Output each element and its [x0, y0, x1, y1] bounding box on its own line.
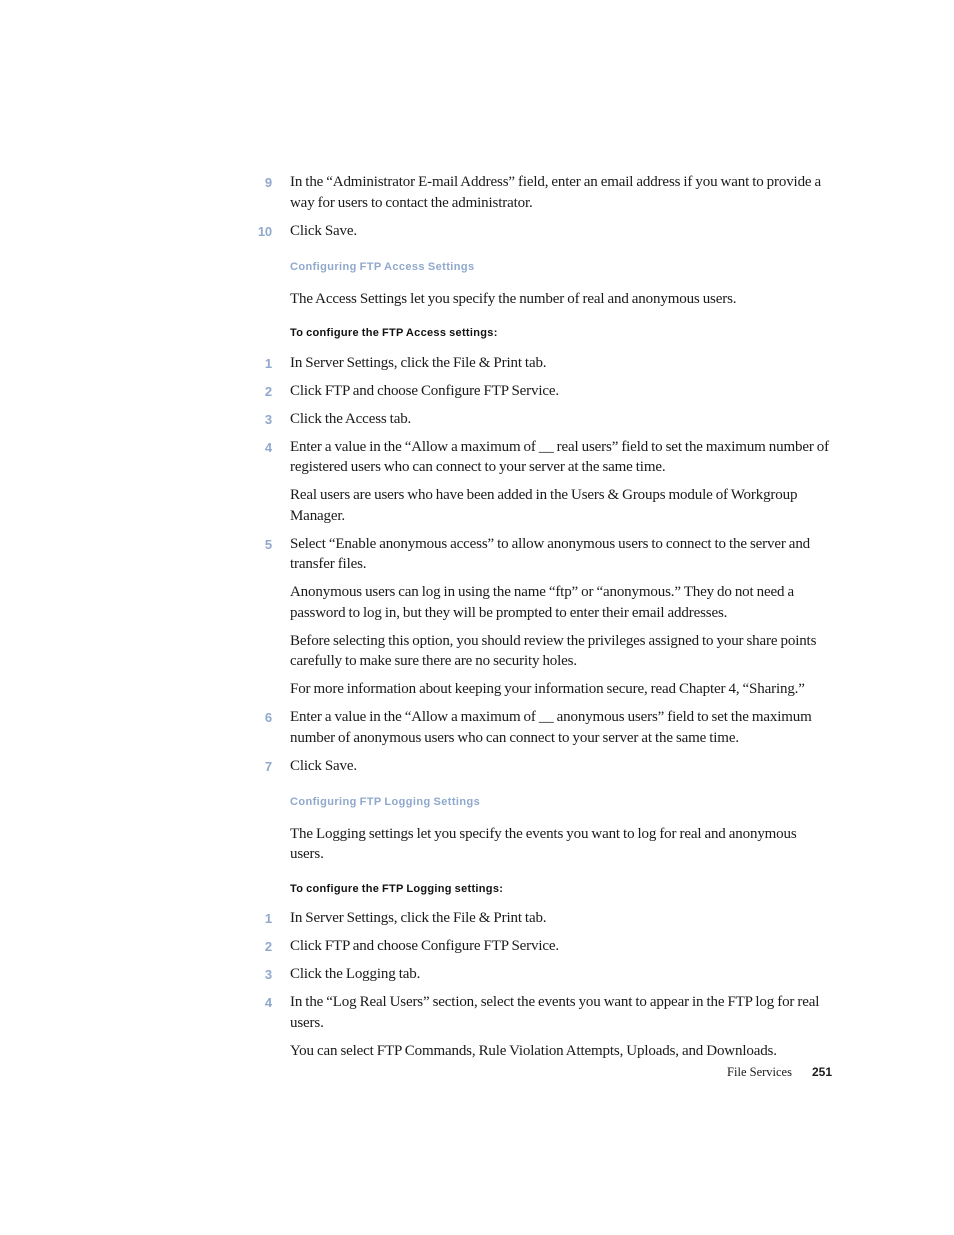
access-note-real-users: Real users are users who have been added in the Users & Groups module of Workgroup Manager. — [290, 487, 798, 524]
step-text: In the “Administrator E-mail Address” field, enter an email address if you want to provide a way for users to contact the administrator. — [290, 174, 822, 211]
step-number: 6 — [264, 710, 272, 725]
logging-step-3 — [264, 964, 832, 985]
step-number: 1 — [264, 355, 272, 371]
access-step-4 — [264, 437, 832, 478]
step-text: In Server Settings, click the File & Print tab. — [290, 354, 547, 371]
step-text: Select “Enable anonymous access” to allow anonymous users to connect to the server and transfer files. — [290, 535, 811, 572]
step-text: In the “Log Real Users” section, select the events you want to appear in the FTP log for real users. — [290, 994, 820, 1031]
access-note-anonymous: Anonymous users can log in using the name “ftp” or “anonymous.” They do not need a password to log in, but they will be prompted to enter their email addresses. — [290, 584, 794, 621]
step-text: Click the Logging tab. — [290, 966, 421, 982]
step-number: 7 — [264, 758, 272, 774]
step-text: Click FTP and choose Configure FTP Service. — [290, 938, 559, 954]
step-10 — [257, 221, 832, 242]
step-number: 3 — [264, 411, 272, 427]
step-number: 2 — [264, 939, 272, 954]
step-number: 5 — [264, 536, 272, 552]
step-text: Enter a value in the “Allow a maximum of __ real users” field to set the maximum number of registered users who can connect to your server at the same time. — [290, 438, 830, 475]
step-number: 3 — [264, 967, 272, 982]
logging-step-1 — [264, 908, 832, 929]
access-note-privileges: Before selecting this option, you should review the privileges assigned to your share points carefully to make sure there are no security holes. — [290, 632, 817, 669]
logging-note-events: You can select FTP Commands, Rule Violation Attempts, Uploads, and Downloads. — [290, 1042, 777, 1059]
step-9 — [264, 172, 832, 213]
access-intro: The Access Settings let you specify the number of real and anonymous users. — [290, 290, 737, 307]
page-number: 251 — [811, 1065, 832, 1079]
step-number: 10 — [257, 223, 272, 239]
step-text: Enter a value in the “Allow a maximum of __ anonymous users” field to set the maximum number of anonymous users who can connect to your server at the same time. — [290, 709, 812, 746]
access-step-7 — [264, 756, 832, 777]
logging-step-4 — [264, 992, 832, 1033]
step-text: Click FTP and choose Configure FTP Service. — [290, 382, 559, 399]
step-text: In Server Settings, click the File & Print tab. — [290, 910, 547, 926]
access-note-more-info: For more information about keeping your information secure, read Chapter 4, “Sharing.” — [290, 681, 805, 697]
logging-intro: The Logging settings let you specify the events you want to log for real and anonymous users. — [290, 825, 797, 862]
page-footer — [727, 1063, 832, 1081]
access-step-2 — [264, 381, 832, 402]
logging-section-heading: Configuring FTP Logging Settings — [290, 796, 481, 808]
page-content — [257, 172, 832, 1069]
step-number: 1 — [264, 911, 272, 926]
access-step-3 — [264, 409, 832, 430]
access-section-heading: Configuring FTP Access Settings — [290, 261, 475, 273]
access-step-1 — [264, 353, 832, 374]
step-number: 2 — [264, 383, 272, 399]
footer-section-title: File Services — [727, 1065, 792, 1079]
step-number: 9 — [264, 175, 272, 190]
access-step-6 — [264, 707, 832, 748]
access-procedure-heading: To configure the FTP Access settings: — [290, 327, 498, 339]
step-text: Click the Access tab. — [290, 410, 412, 427]
step-text: Click Save. — [290, 757, 358, 774]
access-step-5 — [264, 534, 832, 575]
step-number: 4 — [264, 439, 272, 455]
logging-procedure-heading: To configure the FTP Logging settings: — [290, 882, 504, 895]
step-number: 4 — [264, 995, 272, 1010]
logging-step-2 — [264, 936, 832, 957]
step-text: Click Save. — [290, 222, 358, 239]
